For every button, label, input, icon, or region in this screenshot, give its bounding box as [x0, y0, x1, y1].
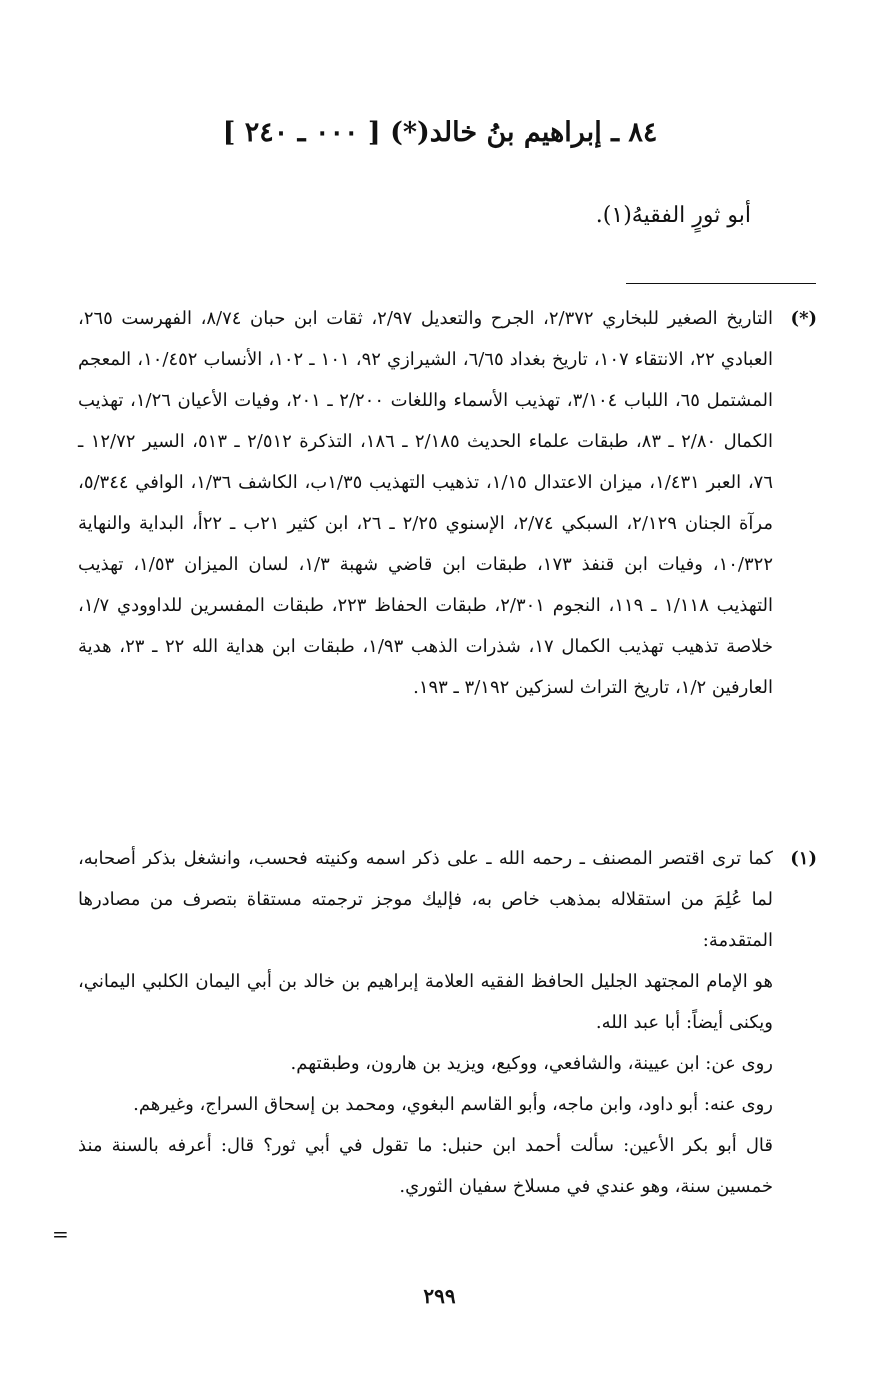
- footnote-biography: [78, 838, 817, 1207]
- footnote-paragraph: قال أبو بكر الأعين: سألت أحمد ابن حنبل: ما تقول في أبي ثور؟ قال: أعرفه بالسنة منذ خمسين سنة، وهو عندي في مسلاخ سفيان الثوري.: [78, 1135, 773, 1197]
- footnote-paragraph: روى عنه: أبو داود، وابن ماجه، وأبو القاسم البغوي، ومحمد بن إسحاق السراج، وغيرهم.: [133, 1094, 773, 1115]
- footnote-paragraph: هو الإمام المجتهد الجليل الحافظ الفقيه العلامة إبراهيم بن خالد بن أبي اليمان الكلبي اليماني، ويكنى أيضاً: أبا عبد الله.: [78, 971, 773, 1033]
- footnote-marker: (١): [790, 848, 817, 869]
- footnote-paragraph: كما ترى اقتصر المصنف ـ رحمه الله ـ على ذكر اسمه وكنيته فحسب، وانشغل بذكر أصحابه، لما عُلِمَ من استقلاله بمذهب خاص به، فإليك موجز ترجمته مستقاة بتصرف من مصادرها المتقدمة:: [78, 848, 773, 951]
- footnote-text: [78, 838, 773, 1207]
- entry-title: ٨٤ ـ إبراهيم بنُ خالد(*) [ ٠٠٠ ـ ٢٤٠ ]: [222, 117, 658, 148]
- continuation-mark: =: [52, 1222, 69, 1246]
- entry-subtitle: أبو ثورٍ الفقيهُ(١).: [595, 203, 751, 228]
- footnote-sources: [78, 298, 817, 708]
- page-number: ٢٩٩: [423, 1284, 456, 1308]
- footnote-paragraph: التاريخ الصغير للبخاري ٢/٣٧٢، الجرح والتعديل ٢/٩٧، ثقات ابن حبان ٨/٧٤، الفهرست ٢٦٥، العبادي ٢٢، الانتقاء ١٠٧، تاريخ بغداد ٦/٦٥، الشيرازي ٩٢، ١٠١ ـ ١٠٢، الأنساب ١٠/٤٥٢، المعجم المشتمل ٦٥، اللباب ٣/١٠٤، تهذيب الأسماء واللغات ٢/٢٠٠ ـ ٢٠١، وفيات الأعيان ١/٢٦، تهذيب الكمال ٢/٨٠ ـ ٨٣، طبقات علماء الحديث ٢/١٨٥ ـ ١٨٦، التذكرة ٢/٥١٢ ـ ٥١٣، السير ١٢/٧٢ ـ ٧٦، العبر ١/٤٣١، ميزان الاعتدال ١/١٥، تذهيب التهذيب ١/٣٥ب، الكاشف ١/٣٦، الوافي ٥/٣٤٤، مرآة الجنان ٢/١٢٩، السبكي ٢/٧٤، الإسنوي ٢/٢٥ ـ ٢٦، ابن كثير ٢١ب ـ ٢٢أ، البداية والنهاية ١٠/٣٢٢، وفيات ابن قنفذ ١٧٣، طبقات ابن قاضي شهبة ١/٣، لسان الميزان ١/٥٣، تهذيب التهذيب ١/١١٨ ـ ١١٩، النجوم ٢/٣٠١، طبقات الحفاظ ٢٢٣، طبقات المفسرين للداوودي ١/٧، خلاصة تذهيب تهذيب الكمال ١٧، شذرات الذهب ١/٩٣، طبقات ابن هداية الله ٢٢ ـ ٢٣، هدية العارفين ١/٢، تاريخ التراث لسزكين ٣/١٩٢ ـ ١٩٣.: [78, 308, 774, 698]
- footnote-separator: [626, 283, 816, 284]
- footnote-text: [78, 298, 773, 708]
- footnote-marker: (*): [790, 308, 817, 329]
- footnote-paragraph: روى عن: ابن عيينة، والشافعي، ووكيع، ويزيد بن هارون، وطبقتهم.: [290, 1053, 773, 1074]
